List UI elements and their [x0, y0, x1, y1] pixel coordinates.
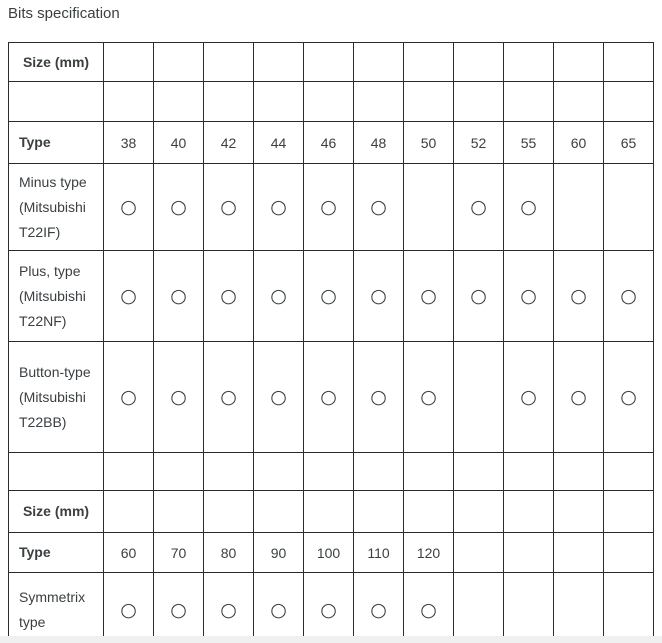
size-value-cell: 38: [104, 122, 154, 164]
availability-cell: ○: [604, 342, 654, 453]
size-value-cell: 55: [504, 122, 554, 164]
row-label: Plus, type (Mitsubishi T22NF): [9, 251, 104, 342]
spacer-row: [9, 453, 654, 491]
empty-cell: [454, 453, 504, 491]
availability-cell: [554, 164, 604, 251]
type-header-cell: Type: [9, 533, 104, 573]
availability-cell: [604, 573, 654, 637]
availability-cell: [454, 342, 504, 453]
availability-cell: ○: [154, 342, 204, 453]
availability-cell: ○: [504, 251, 554, 342]
empty-cell: [404, 453, 454, 491]
empty-cell: [204, 43, 254, 82]
empty-cell: [154, 43, 204, 82]
size-value-cell: 46: [304, 122, 354, 164]
empty-cell: [9, 82, 104, 122]
size-value-cell: 40: [154, 122, 204, 164]
availability-cell: ○: [404, 342, 454, 453]
empty-cell: [604, 82, 654, 122]
empty-cell: [154, 82, 204, 122]
size-value-cell: 100: [304, 533, 354, 573]
availability-cell: ○: [454, 164, 504, 251]
spec-table: [8, 42, 654, 636]
empty-cell: [204, 453, 254, 491]
empty-cell: [304, 453, 354, 491]
empty-cell: [554, 453, 604, 491]
table-row-button-type: [9, 342, 654, 453]
type-header-cell: Type: [9, 122, 104, 164]
size-header-cell: Size (mm): [9, 491, 104, 533]
empty-cell: [354, 453, 404, 491]
empty-cell: [154, 453, 204, 491]
availability-cell: [454, 573, 504, 637]
empty-cell: [304, 82, 354, 122]
availability-cell: ○: [404, 573, 454, 637]
empty-cell: [504, 43, 554, 82]
empty-cell: [154, 491, 204, 533]
empty-cell: [554, 82, 604, 122]
availability-cell: ○: [254, 164, 304, 251]
size-value-cell: 52: [454, 122, 504, 164]
empty-cell: [254, 491, 304, 533]
empty-cell: [104, 43, 154, 82]
availability-cell: ○: [304, 251, 354, 342]
empty-cell: [454, 82, 504, 122]
size-value-cell: 120: [404, 533, 454, 573]
empty-cell: [254, 453, 304, 491]
size-header-row: [9, 43, 654, 82]
empty-cell: [254, 82, 304, 122]
empty-cell: [554, 491, 604, 533]
empty-cell: [604, 453, 654, 491]
availability-cell: ○: [204, 164, 254, 251]
availability-cell: ○: [104, 342, 154, 453]
empty-cell: [104, 491, 154, 533]
availability-cell: ○: [204, 342, 254, 453]
table-row-plus-type: [9, 251, 654, 342]
empty-cell: [254, 43, 304, 82]
empty-cell: [504, 491, 554, 533]
empty-cell: [404, 82, 454, 122]
availability-cell: ○: [554, 342, 604, 453]
availability-cell: ○: [304, 164, 354, 251]
empty-cell: [554, 43, 604, 82]
empty-cell: [9, 453, 104, 491]
availability-cell: ○: [504, 342, 554, 453]
availability-cell: ○: [304, 342, 354, 453]
empty-cell: [404, 491, 454, 533]
availability-cell: ○: [354, 251, 404, 342]
size-value-cell: 65: [604, 122, 654, 164]
size-value-cell: 60: [104, 533, 154, 573]
availability-cell: [404, 164, 454, 251]
availability-cell: ○: [304, 573, 354, 637]
row-label: Minus type (Mitsubishi T22IF): [9, 164, 104, 251]
availability-cell: ○: [504, 164, 554, 251]
availability-cell: ○: [104, 164, 154, 251]
table-row-minus-type: [9, 164, 654, 251]
availability-cell: ○: [354, 573, 404, 637]
availability-cell: ○: [254, 251, 304, 342]
availability-cell: ○: [154, 573, 204, 637]
availability-cell: ○: [454, 251, 504, 342]
size-value-cell: [554, 533, 604, 573]
size-value-cell: 50: [404, 122, 454, 164]
type-header-row: [9, 533, 654, 573]
availability-cell: ○: [204, 251, 254, 342]
spec-table-container: [8, 42, 658, 636]
empty-cell: [304, 43, 354, 82]
bottom-edge-strip: [0, 636, 662, 643]
size-value-cell: 80: [204, 533, 254, 573]
empty-cell: [354, 491, 404, 533]
availability-cell: ○: [104, 573, 154, 637]
availability-cell: ○: [204, 573, 254, 637]
empty-cell: [504, 453, 554, 491]
availability-cell: ○: [254, 573, 304, 637]
empty-cell: [354, 82, 404, 122]
size-value-cell: 60: [554, 122, 604, 164]
availability-cell: ○: [354, 164, 404, 251]
availability-cell: ○: [404, 251, 454, 342]
size-value-cell: 42: [204, 122, 254, 164]
empty-cell: [454, 43, 504, 82]
spacer-row: [9, 82, 654, 122]
availability-cell: ○: [354, 342, 404, 453]
size-value-cell: 70: [154, 533, 204, 573]
size-value-cell: 110: [354, 533, 404, 573]
empty-cell: [104, 453, 154, 491]
row-label: Button-type (Mitsubishi T22BB): [9, 342, 104, 453]
page-title: Bits specification: [8, 5, 120, 22]
empty-cell: [204, 82, 254, 122]
size-value-cell: 90: [254, 533, 304, 573]
type-header-row: [9, 122, 654, 164]
size-value-cell: [454, 533, 504, 573]
table-row-symmetrix-type: [9, 573, 654, 637]
availability-cell: [554, 573, 604, 637]
availability-cell: [504, 573, 554, 637]
empty-cell: [104, 82, 154, 122]
availability-cell: ○: [154, 164, 204, 251]
availability-cell: ○: [554, 251, 604, 342]
size-value-cell: 48: [354, 122, 404, 164]
availability-cell: ○: [254, 342, 304, 453]
availability-cell: [604, 164, 654, 251]
empty-cell: [304, 491, 354, 533]
availability-cell: ○: [604, 251, 654, 342]
empty-cell: [204, 491, 254, 533]
availability-cell: ○: [154, 251, 204, 342]
empty-cell: [504, 82, 554, 122]
size-header-cell: Size (mm): [9, 43, 104, 82]
size-value-cell: [504, 533, 554, 573]
size-value-cell: 44: [254, 122, 304, 164]
size-header-row: [9, 491, 654, 533]
availability-cell: ○: [104, 251, 154, 342]
size-value-cell: [604, 533, 654, 573]
empty-cell: [454, 491, 504, 533]
empty-cell: [354, 43, 404, 82]
empty-cell: [404, 43, 454, 82]
empty-cell: [604, 491, 654, 533]
empty-cell: [604, 43, 654, 82]
row-label: Symmetrix type: [9, 573, 104, 637]
